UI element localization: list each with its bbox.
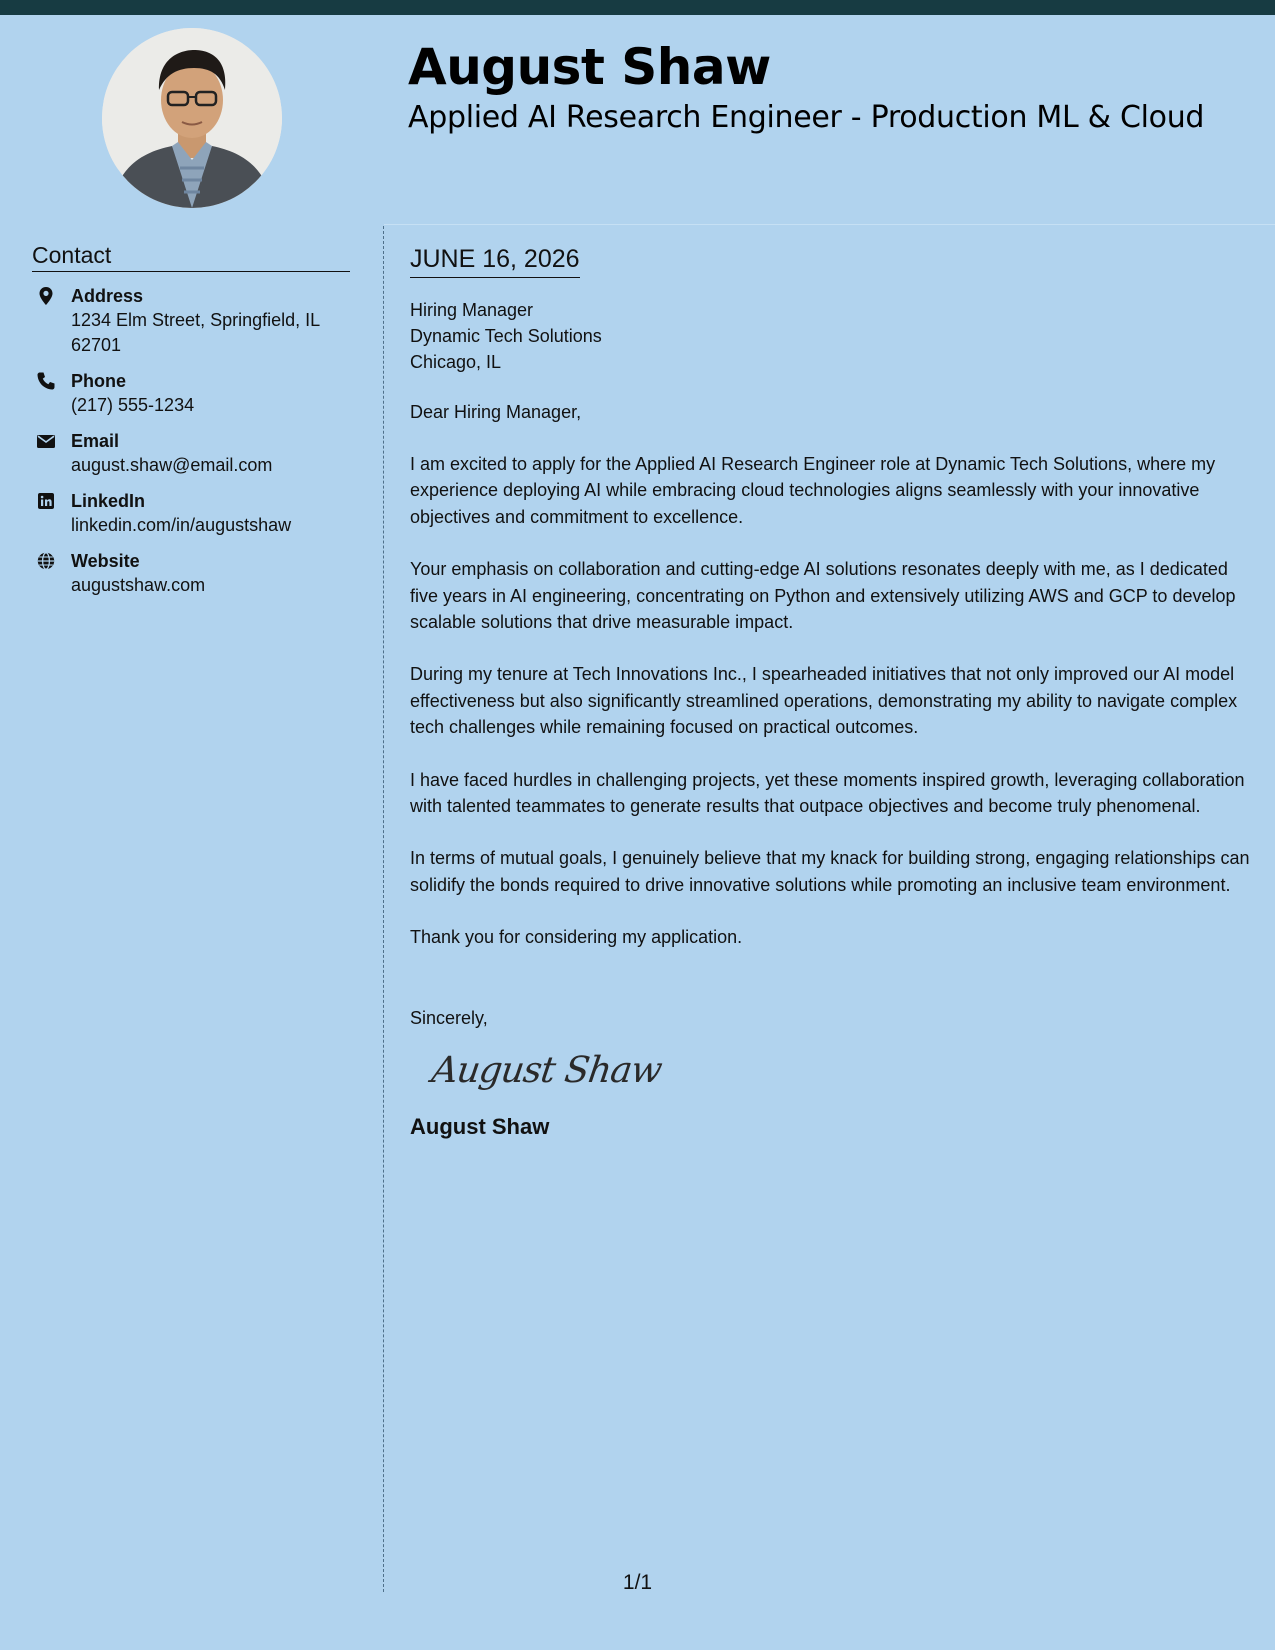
letter-paragraph: I have faced hurdles in challenging projects, yet these moments inspired growth, leveraging collaboration with talented teammates to generate results that outpace objectives and become truly phenomenal.	[410, 769, 1245, 817]
phone-icon	[36, 371, 56, 391]
signer-name: August Shaw	[410, 1113, 550, 1139]
column-divider	[383, 226, 384, 1592]
profile-photo	[102, 28, 282, 208]
contact-label: Email	[71, 431, 120, 451]
closing: Sincerely,	[410, 1007, 488, 1028]
contact-value: august.shaw@email.com	[71, 455, 273, 475]
linkedin-icon	[36, 491, 56, 511]
letter-body	[410, 244, 1252, 1141]
contact-website	[32, 549, 362, 598]
contact-phone	[32, 369, 362, 418]
salutation: Dear Hiring Manager,	[410, 402, 582, 422]
contact-value: 1234 Elm Street, Springfield, IL 62701	[71, 310, 320, 355]
contact-address	[32, 284, 362, 358]
contact-label: Website	[71, 551, 140, 571]
recipient-location: Chicago, IL	[410, 352, 502, 372]
letter-paragraph: Thank you for considering my application.	[410, 927, 743, 948]
contact-value: (217) 555-1234	[71, 395, 195, 415]
recipient-name: Hiring Manager	[410, 300, 534, 320]
letter-paragraph: During my tenure at Tech Innovations Inc., I spearheaded initiatives that not only improved our AI model effectiveness but also significantly streamlined operations, demonstrating my ability to navigate complex tech challenges while remaining focused on practical outcomes.	[410, 664, 1238, 738]
page-number: 1/1	[622, 1571, 653, 1594]
globe-icon	[36, 551, 56, 571]
candidate-title: Applied AI Research Engineer - Production ML & Cloud	[408, 100, 1205, 135]
contact-value: augustshaw.com	[71, 575, 206, 595]
contact-heading: Contact	[32, 242, 350, 272]
header-divider	[384, 224, 1275, 225]
contact-email	[32, 429, 362, 478]
contact-label: Phone	[71, 371, 127, 391]
letter-date: JUNE 16, 2026	[410, 244, 580, 278]
top-accent-bar	[0, 0, 1275, 15]
letter-paragraph: In terms of mutual goals, I genuinely believe that my knack for building strong, engaging relationships can solidify the bonds required to drive innovative solutions while promoting an inclusive team environment.	[410, 848, 1250, 895]
signature: August Shaw	[429, 1049, 664, 1091]
letter-paragraph: Your emphasis on collaboration and cutting-edge AI solutions resonates deeply with me, as I dedicated five years in AI engineering, concentrating on Python and extensively utilizing AWS and GCP to develop scalable solutions that drive measurable impact.	[410, 559, 1236, 633]
contact-linkedin	[32, 489, 362, 538]
contact-value: linkedin.com/in/augustshaw	[71, 515, 292, 535]
candidate-name: August Shaw	[408, 38, 771, 96]
letter-paragraph: I am excited to apply for the Applied AI Research Engineer role at Dynamic Tech Solutions, where my experience deploying AI while embracing cloud technologies aligns seamlessly with your innovative objectives and commitment to excellence.	[410, 454, 1216, 527]
recipient-block	[410, 297, 1252, 375]
contact-list	[32, 284, 362, 609]
map-pin-icon	[36, 286, 56, 306]
recipient-company: Dynamic Tech Solutions	[410, 326, 602, 346]
contact-label: LinkedIn	[71, 491, 146, 511]
contact-label: Address	[71, 286, 144, 306]
envelope-icon	[36, 431, 56, 451]
